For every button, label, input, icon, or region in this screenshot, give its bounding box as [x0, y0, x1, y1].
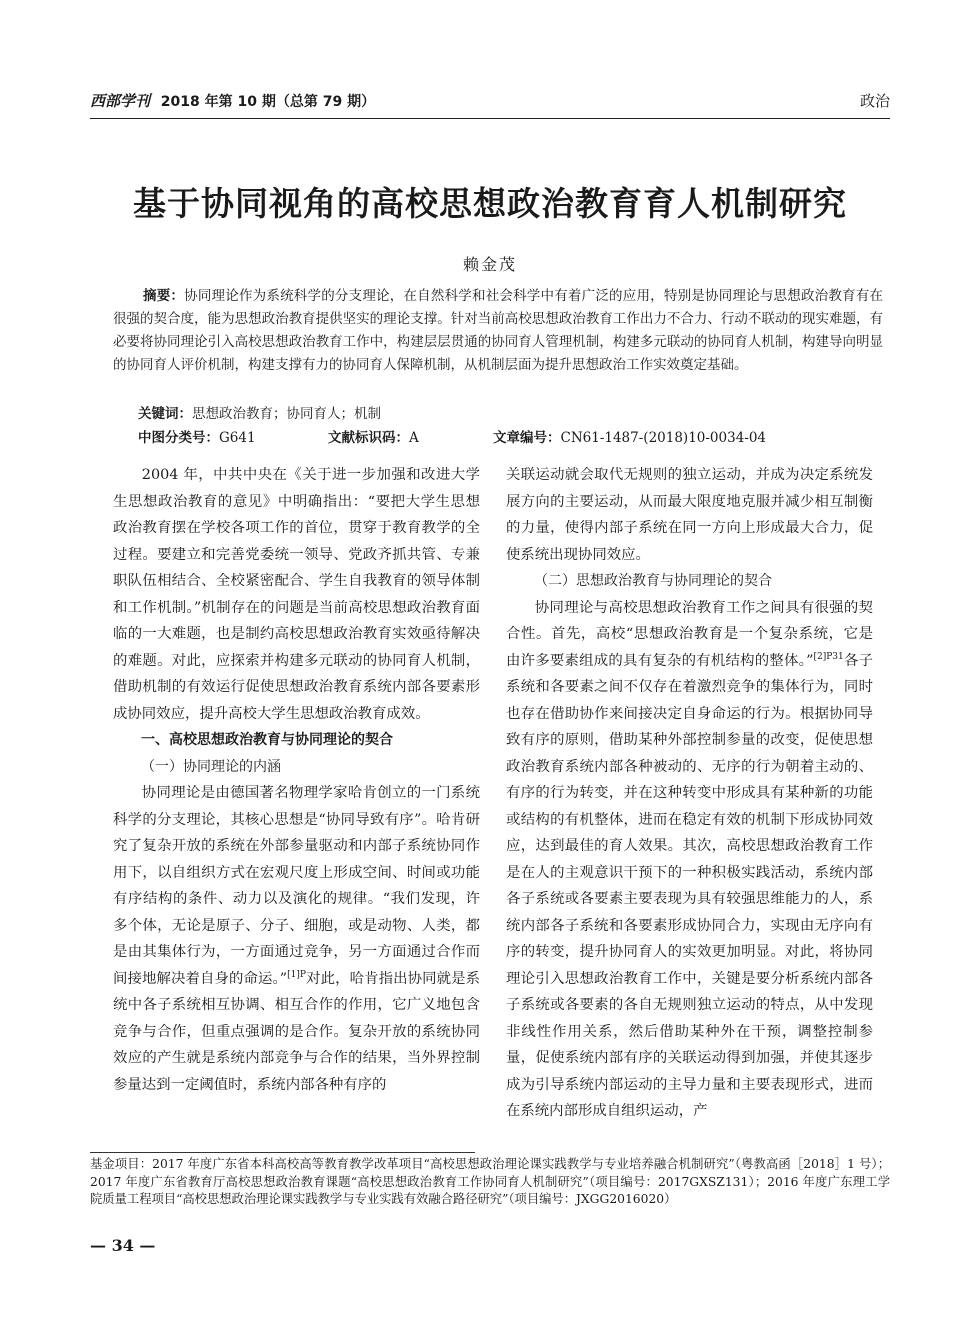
clc-label: 中图分类号： [138, 430, 219, 446]
doc-code [328, 426, 419, 446]
funding-footnote: 基金项目：2017 年度广东省本科高校高等教育教学改革项目“高校思想政治理论课实践教学与专业培养融合机制研究”（粤教高函［2018］1 号）；2017 年度广东省教育厅高校思想政治教育课题“高校思想政治教育工作协同育人机制研究”（项目编号：2017GXSZ131）；2016 年度广东理工学院质量工程项目“高校思想政治理论课实践教学与专业实践有效融合路径研究”（项目编号：JXGG2016020） [90, 1157, 890, 1206]
article-title: 基于协同视角的高校思想政治教育育人机制研究 [133, 184, 847, 223]
doc-code-value: A [409, 430, 419, 446]
clc-value: G641 [219, 430, 256, 446]
paragraph: 关联运动就会取代无规则的独立运动，并成为决定系统发展方向的主要运动，从而最大限度地克服并减少相互制衡的力量，使得内部子系统在同一方向上形成最大合力，促使系统出现协同效应。 [506, 467, 873, 563]
section-label: 政治 [859, 92, 890, 110]
article-number-value: CN61-1487-(2018)10-0034-04 [560, 430, 767, 446]
abstract [113, 285, 883, 377]
journal-issue: 2018 年第 10 期（总第 79 期） [160, 94, 376, 110]
subsection-heading: （二）思想政治教育与协同理论的契合 [534, 573, 772, 589]
abstract-label: 摘要： [143, 288, 185, 304]
paragraph: 2004 年，中共中央在《关于进一步加强和改进大学生思想政治教育的意见》中明确指出：“要把大学生思想政治教育摆在学校各项工作的首位，贯穿于教育教学的全过程。要建立和完善党委统一领导、党政齐抓共管、专兼职队伍相结合、全校紧密配合、学生自我教育的领导体制和工作机制。”机制存在的问题是当前高校思想政治教育面临的一大难题，也是制约高校思想政治教育实效亟待解决的难题。对此，应探索并构建多元联动的协同育人机制，借助机制的有效运行促使思想政治教育系统内部各要素形成协同效应，提升高校大学生思想政治教育成效。 [113, 467, 480, 722]
citation: [2]P31 [813, 651, 844, 662]
article-number-label: 文章编号： [493, 430, 561, 446]
section-heading: 一、高校思想政治教育与协同理论的契合 [141, 732, 393, 748]
body-column-left [113, 462, 480, 1098]
running-header [90, 88, 890, 114]
header-rule [90, 118, 890, 119]
clc [138, 426, 256, 446]
paragraph-text: 协同理论与高校思想政治教育工作之间具有很强的契合性。首先，高校“思想政治教育是一个复杂系统，它是由许多要素组成的具有复杂的有机结构的整体。” [506, 599, 873, 669]
paragraph [113, 780, 480, 1098]
paragraph [506, 595, 873, 1125]
paragraph-text: 协同理论是由德国著名物理学家哈肯创立的一门系统科学的分支理论，其核心思想是“协同导致有序”。哈肯研究了复杂开放的系统在外部参量驱动和内部子系统协同作用下，以自组织方式在宏观尺度上形成空间、时间或功能有序结构的条件、动力以及演化的规律。“我们发现，许多个体，无论是原子、分子、细胞，或是动物、人类，都是由其集体行为，一方面通过竞争，另一方面通过合作而间接地解决着自身的命运。” [113, 785, 480, 987]
keywords-text: 思想政治教育；协同育人；机制 [192, 406, 381, 422]
journal-info [90, 90, 375, 111]
body-column-right [506, 462, 873, 1125]
paragraph-text: 对此，哈肯指出协同就是系统中各子系统相互协调、相互合作的作用，它广义地包含竞争与合作，但重点强调的是合作。复杂开放的系统协同效应的产生就是系统内部竞争与合作的结果，当外界控制参量达到一定阈值时，系统内部各种有序的 [113, 970, 480, 1093]
footnote-rule [90, 1152, 475, 1153]
doc-code-label: 文献标识码： [328, 430, 409, 446]
abstract-text: 协同理论作为系统科学的分支理论，在自然科学和社会科学中有着广泛的应用，特别是协同理论与思想政治教育有在很强的契合度，能为思想政治教育提供坚实的理论支撑。针对当前高校思想政治教育工作出力不合力、行动不联动的现实难题，有必要将协同理论引入高校思想政治教育工作中，构建层层贯通的协同育人管理机制，构建多元联动的协同育人机制，构建导向明显的协同育人评价机制，构建支撑有力的协同育人保障机制，从机制层面为提升思想政治工作实效奠定基础。 [113, 288, 884, 373]
journal-name: 西部学刊 [90, 92, 151, 110]
keywords-label: 关键词： [138, 406, 192, 422]
keywords [138, 402, 381, 422]
subsection-heading: （一）协同理论的内涵 [141, 758, 281, 775]
citation: [1]P [287, 969, 306, 980]
article-number [493, 426, 766, 446]
article-author: 赖金茂 [462, 255, 517, 274]
paragraph-text: 各子系统和各要素之间不仅存在着激烈竞争的集体行为，同时也存在借助协作来间接决定自身命运的行为。根据协同导致有序的原则，借助某种外部控制参量的改变，促使思想政治教育系统内部各种被动的、无序的行为朝着主动的、有序的行为转变，并在这种转变中形成具有某种新的功能或结构的有机整体，进而在稳定有效的机制下形成协同效应，达到最佳的育人效果。其次，高校思想政治教育工作是在人的主观意识干预下的一种积极实践活动，系统内部各子系统或各要素主要表现为具有较强思维能力的人，系统内部各子系统和各要素形成协同合力，实现由无序向有序的转变，提升协同育人的实效更加明显。对此，将协同理论引入思想政治教育工作中，关键是要分析系统内部各子系统或各要素的各自无规则独立运动的特点，从中发现非线性作用关系，然后借助某种外在干预，调整控制参量，促使系统内部有序的关联运动得到加强，并使其逐步成为引导系统内部运动的主导力量和主要表现形式，进而在系统内部形成自组织运动，产 [506, 652, 873, 1119]
page-number: — 34 — [90, 1236, 156, 1255]
